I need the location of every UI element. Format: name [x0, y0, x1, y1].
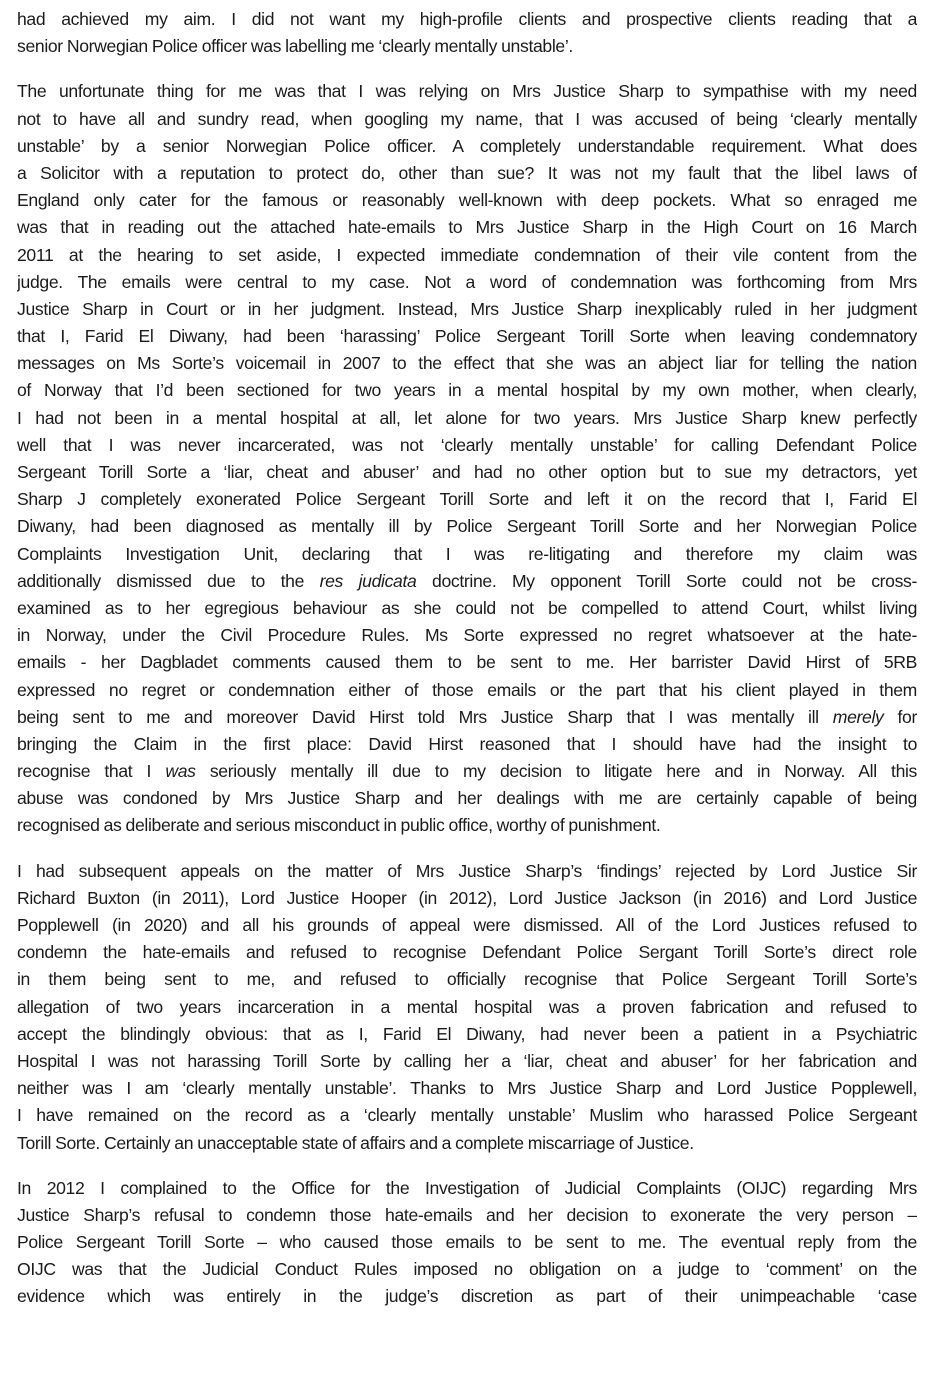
- text-line: emails - her Dagbladet comments caused them to be sent to me. Her barrister David Hirst of 5RB: [17, 652, 917, 673]
- paragraph: [17, 6, 917, 60]
- italic-emphasis: merely: [832, 706, 884, 727]
- text-line: Torill Sorte. Certainly an unacceptable state of affairs and a complete miscarriage of Justice.: [17, 1132, 694, 1153]
- text-segment: for: [883, 706, 917, 727]
- text-line: in them being sent to me, and refused to officially recognise that Police Sergeant Torill Sorte’s: [17, 969, 917, 990]
- text-line: I have remained on the record as a ‘clearly mentally unstable’ Muslim who harassed Police Sergeant: [17, 1105, 917, 1126]
- text-line: bringing the Claim in the first place: David Hirst reasoned that I should have had the insight to: [17, 733, 917, 754]
- text-line: England only cater for the famous or reasonably well-known with deep pockets. What so enraged me: [17, 190, 917, 211]
- text-line: not to have all and sundry read, when googling my name, that I was accused of being ‘clearly mentally: [17, 108, 917, 129]
- text-line: unstable’ by a senior Norwegian Police officer. A completely understandable requirement. What does: [17, 135, 917, 156]
- text-line: of Norway that I’d been sectioned for two years in a mental hospital by my own mother, when clearly,: [17, 380, 917, 401]
- text-line: recognised as deliberate and serious misconduct in public office, worthy of punishment.: [17, 815, 661, 836]
- italic-emphasis: was: [165, 761, 196, 782]
- text-line: [17, 758, 917, 785]
- text-segment: recognise that I: [17, 761, 166, 782]
- text-line: Popplewell (in 2020) and all his grounds of appeal were dismissed. All of the Lord Justices refused to: [17, 915, 917, 935]
- text-line: Sharp J completely exonerated Police Sergeant Torill Sorte and left it on the record that I, Farid El: [17, 489, 917, 510]
- text-line: [17, 568, 917, 595]
- text-line: accept the blindingly obvious: that as I, Farid El Diwany, had never been a patient in a Psychiatric: [17, 1023, 917, 1044]
- text-line: senior Norwegian Police officer was labelling me ‘clearly mentally unstable’.: [17, 36, 573, 57]
- text-line: expressed no regret or condemnation either of those emails or the part that his client played in them: [17, 679, 917, 700]
- text-line: Richard Buxton (in 2011), Lord Justice Hooper (in 2012), Lord Justice Jackson (in 2016) and Lord Justice: [17, 887, 917, 908]
- text-line: Hospital I was not harassing Torill Sorte by calling her a ‘liar, cheat and abuser’ for her fabrication and: [17, 1050, 917, 1071]
- text-segment: seriously mentally ill due to my decision to litigate here and in Norway. All this: [195, 761, 917, 782]
- paragraph: [17, 78, 917, 839]
- text-line: abuse was condoned by Mrs Justice Sharp and her dealings with me are certainly capable of being: [17, 788, 917, 809]
- text-line: messages on Ms Sorte’s voicemail in 2007 to the effect that she was an abject liar for telling the nation: [17, 353, 917, 374]
- text-line: allegation of two years incarceration in a mental hospital was a proven fabrication and refused to: [17, 996, 917, 1017]
- text-line: well that I was never incarcerated, was not ‘clearly mentally unstable’ for calling Defendant Police: [17, 434, 917, 455]
- text-line: 2011 at the hearing to set aside, I expected immediate condemnation of their vile content from the: [17, 244, 917, 265]
- text-line: had achieved my aim. I did not want my high-profile clients and prospective clients reading that a: [17, 9, 917, 29]
- text-line: judge. The emails were central to my case. Not a word of condemnation was forthcoming from Mrs: [17, 271, 917, 292]
- text-line: Diwany, had been diagnosed as mentally ill by Police Sergeant Torill Sorte and her Norwegian Police: [17, 516, 917, 537]
- paragraph: [17, 858, 917, 1157]
- text-line: neither was I am ‘clearly mentally unstable’. Thanks to Mrs Justice Sharp and Lord Justice Popplewell,: [17, 1078, 917, 1099]
- text-line: condemn the hate-emails and refused to recognise Defendant Police Sergant Torill Sorte’s direct role: [17, 942, 917, 963]
- text-line: Complaints Investigation Unit, declaring that I was re-litigating and therefore my claim was: [17, 543, 917, 564]
- text-segment: additionally dismissed due to the: [17, 570, 320, 591]
- text-line: evidence which was entirely in the judge’s discretion as part of their unimpeachable ‘case: [17, 1286, 917, 1307]
- text-line: [17, 704, 917, 731]
- text-line: I had not been in a mental hospital at all, let alone for two years. Mrs Justice Sharp knew perfectly: [17, 407, 917, 428]
- text-line: The unfortunate thing for me was that I was relying on Mrs Justice Sharp to sympathise with my need: [17, 81, 917, 102]
- italic-emphasis: res judicata: [319, 570, 417, 591]
- text-line: was that in reading out the attached hate-emails to Mrs Justice Sharp in the High Court on 16 March: [17, 217, 917, 238]
- text-line: Justice Sharp’s refusal to condemn those hate-emails and her decision to exonerate the very person –: [17, 1204, 917, 1225]
- text-line: I had subsequent appeals on the matter of Mrs Justice Sharp’s ‘findings’ rejected by Lord Justice Sir: [17, 860, 917, 881]
- text-line: that I, Farid El Diwany, had been ‘harassing’ Police Sergeant Torill Sorte when leaving condemnatory: [17, 326, 917, 347]
- paragraph: [17, 1175, 917, 1311]
- text-line: Police Sergeant Torill Sorte – who caused those emails to be sent to me. The eventual reply from the: [17, 1232, 917, 1253]
- text-line: Justice Sharp in Court or in her judgment. Instead, Mrs Justice Sharp inexplicably ruled in her judgment: [17, 298, 917, 319]
- text-segment: doctrine. My opponent Torill Sorte could not be cross-: [416, 570, 917, 591]
- document-page: [17, 6, 917, 1329]
- text-line: examined as to her egregious behaviour as she could not be compelled to attend Court, whilst living: [17, 597, 917, 618]
- text-line: a Solicitor with a reputation to protect do, other than sue? It was not my fault that the libel laws of: [17, 162, 917, 183]
- text-line: in Norway, under the Civil Procedure Rules. Ms Sorte expressed no regret whatsoever at the hate-: [17, 625, 917, 646]
- text-line: In 2012 I complained to the Office for the Investigation of Judicial Complaints (OIJC) regarding Mrs: [17, 1177, 917, 1198]
- text-segment: being sent to me and moreover David Hirst told Mrs Justice Sharp that I was mentally ill: [17, 706, 833, 727]
- text-line: Sergeant Torill Sorte a ‘liar, cheat and abuser’ and had no other option but to sue my detractors, yet: [17, 462, 917, 482]
- text-line: OIJC was that the Judicial Conduct Rules imposed no obligation on a judge to ‘comment’ on the: [17, 1259, 917, 1280]
